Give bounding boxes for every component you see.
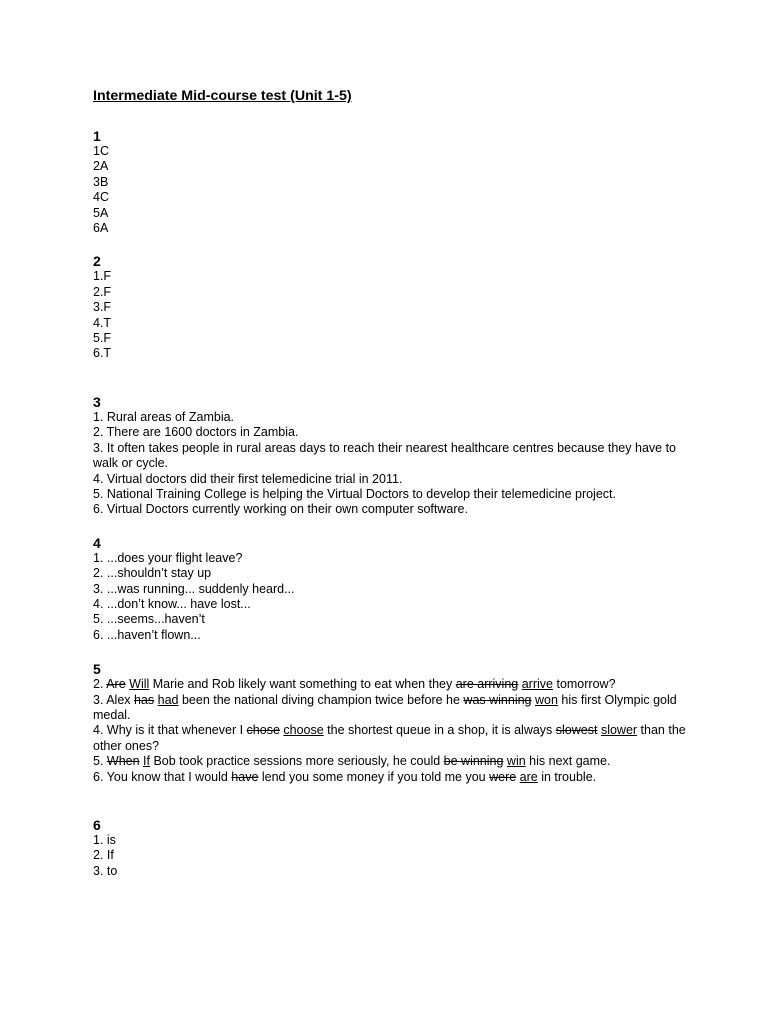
document-title: Intermediate Mid-course test (Unit 1-5) (93, 88, 352, 104)
section-3 (93, 394, 693, 518)
struck-word: have (231, 769, 259, 784)
answer-line: 4.T (93, 315, 112, 330)
answer-line: 2. There are 1600 doctors in Zambia. (93, 425, 299, 440)
answer-line: 5. National Training College is helping the Virtual Doctors to develop their telemedicine project. (93, 486, 616, 501)
answer-line: 6.T (93, 346, 112, 361)
section-number: 5 (93, 661, 101, 678)
answer-line: 6A (93, 221, 109, 236)
answer-line: 6. ...haven’t flown... (93, 627, 201, 642)
struck-word: has (134, 692, 155, 707)
struck-word: Are (106, 677, 126, 692)
answer-line: 5. ...seems...haven’t (93, 612, 205, 627)
section-2 (93, 253, 693, 361)
answer-line: 3B (93, 174, 109, 189)
answer-line: 5.F (93, 331, 112, 346)
answer-line: 1C (93, 144, 109, 158)
section-5 (93, 661, 693, 785)
answer-line: 1.F (93, 269, 112, 284)
struck-word: be winning (443, 754, 504, 769)
corrected-word: had (157, 692, 179, 707)
corrected-word: win (506, 754, 526, 769)
answer-line: 4. Virtual doctors did their first telemedicine trial in 2011. (93, 471, 403, 486)
answer-line: 5A (93, 205, 109, 220)
corrected-word: If (143, 754, 150, 769)
corrected-word: won (535, 692, 558, 707)
struck-word: are arriving (455, 677, 519, 692)
answer-line: 4. ...don’t know... have lost... (93, 596, 251, 611)
answer-line: 2. ...shouldn’t stay up (93, 566, 212, 581)
answer-line: 1. ...does your flight leave? (93, 550, 243, 565)
answer-line: 3. ...was running... suddenly heard... (93, 581, 295, 596)
corrected-word: choose (283, 723, 324, 738)
correction-line: 6. You know that I would have lend you some money if you told me you were are in trouble. (93, 769, 597, 784)
struck-word: was winning (463, 692, 532, 707)
answer-line: 2. If (93, 848, 114, 863)
answer-line: 1. is (93, 833, 116, 847)
correction-line: 2. Are Will Marie and Rob likely want something to eat when they are arriving arrive tomorrow? (93, 677, 616, 692)
struck-word: chose (246, 723, 280, 738)
correction-line: 5. When If Bob took practice sessions more seriously, he could be winning win his next game. (93, 754, 611, 769)
section-number: 4 (93, 534, 101, 551)
corrected-word: arrive (521, 677, 553, 692)
answer-key-page (93, 87, 693, 879)
answer-line: 6. Virtual Doctors currently working on their own computer software. (93, 502, 468, 517)
answer-line: 2A (93, 159, 109, 174)
section-4 (93, 535, 693, 643)
section-number: 1 (93, 128, 101, 144)
corrected-word: Will (129, 677, 150, 692)
answer-line: 4C (93, 190, 109, 205)
answer-line: 3.F (93, 300, 112, 315)
correction-line: 4. Why is it that whenever I chose choose the shortest queue in a shop, it is always slowest slower than the other ones? (93, 723, 686, 753)
section-number: 3 (93, 393, 101, 410)
correction-line: 3. Alex has had been the national diving champion twice before he was winning won his first Olympic gold medal. (93, 692, 677, 722)
answer-line: 3. It often takes people in rural areas days to reach their nearest healthcare centres because they have to walk or cycle. (93, 440, 676, 471)
section-1 (93, 128, 693, 236)
struck-word: were (489, 769, 517, 784)
section-number: 2 (93, 253, 101, 270)
corrected-word: are (519, 769, 538, 784)
answer-line: 1. Rural areas of Zambia. (93, 409, 235, 424)
corrected-word: slower (600, 723, 638, 738)
section-6 (93, 817, 693, 879)
struck-word: When (106, 754, 140, 769)
answer-line: 2.F (93, 284, 112, 299)
struck-word: slowest (555, 723, 598, 738)
answer-line: 3. to (93, 863, 118, 878)
section-number: 6 (93, 817, 101, 833)
